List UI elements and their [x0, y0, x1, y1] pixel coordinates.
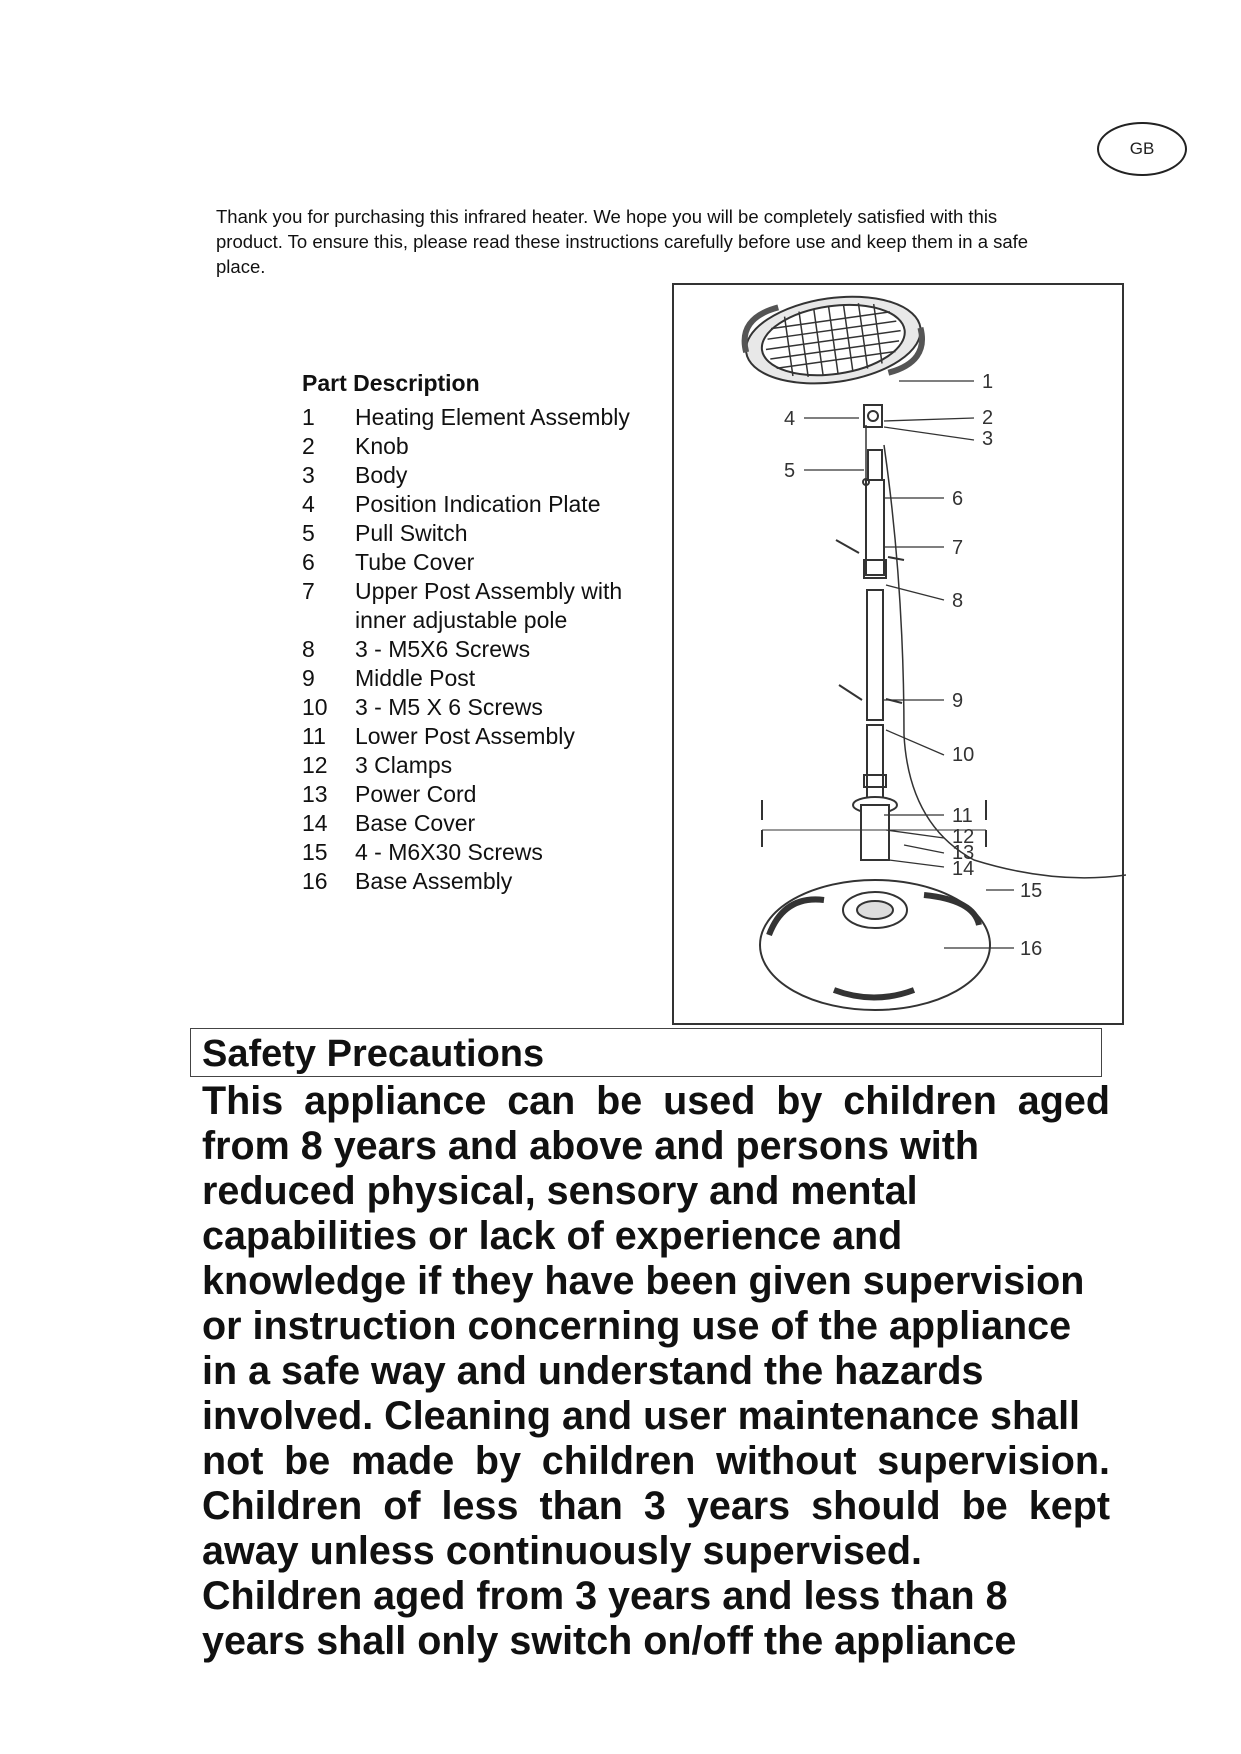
diagram-label-5: 5 — [784, 460, 796, 482]
parts-list-item — [302, 722, 682, 751]
language-badge: GB — [1097, 122, 1187, 176]
parts-list-item — [302, 490, 682, 519]
part-number: 8 — [302, 636, 315, 662]
diagram-label-2: 2 — [982, 407, 994, 429]
diagram-label-15: 15 — [1020, 880, 1043, 902]
part-description-line: inner adjustable pole — [355, 607, 568, 633]
part-description-line: Power Cord — [355, 781, 477, 807]
parts-list-item — [302, 664, 682, 693]
safety-heading: Safety Precautions — [202, 1033, 545, 1075]
safety-line: Children aged from 3 years and less than 8 — [202, 1574, 1008, 1618]
parts-list-item — [302, 461, 682, 490]
part-description-line: Base Cover — [355, 810, 476, 836]
parts-list-title: Part Description — [302, 370, 480, 396]
part-number: 6 — [302, 549, 315, 575]
part-number: 2 — [302, 433, 315, 459]
part-description — [355, 809, 682, 838]
part-description-line: 4 - M6X30 Screws — [355, 839, 543, 865]
diagram-label-14: 14 — [952, 858, 975, 880]
diagram-label-13: 13 — [952, 842, 975, 864]
diagram-label-16: 16 — [1020, 938, 1043, 960]
intro-line: place. — [216, 256, 266, 277]
safety-line: years shall only switch on/off the appliance — [202, 1619, 1017, 1663]
safety-line: Children of less than 3 years should be kept — [202, 1484, 1110, 1528]
part-description — [355, 432, 682, 461]
part-description — [355, 490, 682, 519]
parts-list-item — [302, 432, 682, 461]
part-number: 12 — [302, 752, 328, 778]
part-description-line: Tube Cover — [355, 549, 475, 575]
safety-line: or instruction concerning use of the appliance — [202, 1304, 1072, 1348]
part-description — [355, 519, 682, 548]
part-number: 7 — [302, 578, 315, 604]
part-number: 10 — [302, 694, 328, 720]
part-description — [355, 461, 682, 490]
part-description — [355, 838, 682, 867]
part-description-line: Middle Post — [355, 665, 476, 691]
part-description — [355, 780, 682, 809]
part-description — [355, 664, 682, 693]
part-description — [355, 722, 682, 751]
parts-list-item — [302, 635, 682, 664]
safety-line: away unless continuously supervised. — [202, 1529, 923, 1573]
part-number: 16 — [302, 868, 328, 894]
part-description-line: Position Indication Plate — [355, 491, 601, 517]
part-description — [355, 751, 682, 780]
part-description-line: Base Assembly — [355, 868, 513, 894]
safety-line: knowledge if they have been given supervision — [202, 1259, 1085, 1303]
part-description-line: 3 - M5X6 Screws — [355, 636, 531, 662]
part-number: 3 — [302, 462, 315, 488]
part-description-line: Knob — [355, 433, 409, 459]
safety-line: in a safe way and understand the hazards — [202, 1349, 984, 1393]
part-number: 14 — [302, 810, 328, 836]
part-number: 4 — [302, 491, 315, 517]
safety-line: reduced physical, sensory and mental — [202, 1169, 918, 1213]
safety-line: This appliance can be used by children aged — [202, 1079, 1110, 1123]
part-description-line: Pull Switch — [355, 520, 468, 546]
parts-list-item — [302, 780, 682, 809]
safety-line: capabilities or lack of experience and — [202, 1214, 903, 1258]
parts-list-item — [302, 577, 682, 635]
diagram-label-9: 9 — [952, 690, 964, 712]
heater-exploded-diagram — [672, 283, 1124, 1025]
parts-list-item — [302, 867, 682, 896]
parts-list-item — [302, 519, 682, 548]
intro-line: product. To ensure this, please read these instructions carefully before use and keep them in a safe — [216, 231, 1029, 252]
part-number: 5 — [302, 520, 315, 546]
parts-list — [302, 370, 682, 896]
part-number: 13 — [302, 781, 328, 807]
part-description — [355, 577, 682, 635]
safety-line: involved. Cleaning and user maintenance shall — [202, 1394, 1081, 1438]
part-description — [355, 693, 682, 722]
part-number: 15 — [302, 839, 328, 865]
part-description-line: Body — [355, 462, 408, 488]
part-number: 1 — [302, 404, 315, 430]
diagram-label-1: 1 — [982, 371, 994, 393]
safety-line: not be made by children without supervision. — [202, 1439, 1110, 1483]
part-description-line: 3 - M5 X 6 Screws — [355, 694, 543, 720]
part-number: 11 — [302, 723, 326, 749]
parts-list-item — [302, 809, 682, 838]
diagram-label-4: 4 — [784, 408, 796, 430]
intro-line: Thank you for purchasing this infrared heater. We hope you will be completely satisfied with this — [216, 206, 998, 227]
diagram-label-10: 10 — [952, 744, 975, 766]
safety-text — [202, 1079, 1110, 1664]
part-description — [355, 548, 682, 577]
part-description — [355, 635, 682, 664]
parts-list-item — [302, 693, 682, 722]
part-description-line: Lower Post Assembly — [355, 723, 575, 749]
parts-list-item — [302, 751, 682, 780]
parts-list-item — [302, 403, 682, 432]
heating-element-head — [740, 286, 927, 394]
part-description-line: Heating Element Assembly — [355, 404, 630, 430]
part-description-line: 3 Clamps — [355, 752, 453, 778]
diagram-svg — [674, 285, 1126, 1027]
part-description — [355, 403, 682, 432]
diagram-label-6: 6 — [952, 488, 964, 510]
diagram-label-12: 12 — [952, 826, 975, 848]
part-number: 9 — [302, 665, 315, 691]
diagram-label-11: 11 — [952, 805, 973, 827]
diagram-label-7: 7 — [952, 537, 964, 559]
diagram-label-8: 8 — [952, 590, 964, 612]
diagram-label-3: 3 — [982, 428, 994, 450]
safety-line: from 8 years and above and persons with — [202, 1124, 980, 1168]
parts-list-item — [302, 548, 682, 577]
parts-list-item — [302, 838, 682, 867]
intro-paragraph — [216, 204, 1096, 279]
part-description — [355, 867, 682, 896]
part-description-line: Upper Post Assembly with — [355, 578, 623, 604]
